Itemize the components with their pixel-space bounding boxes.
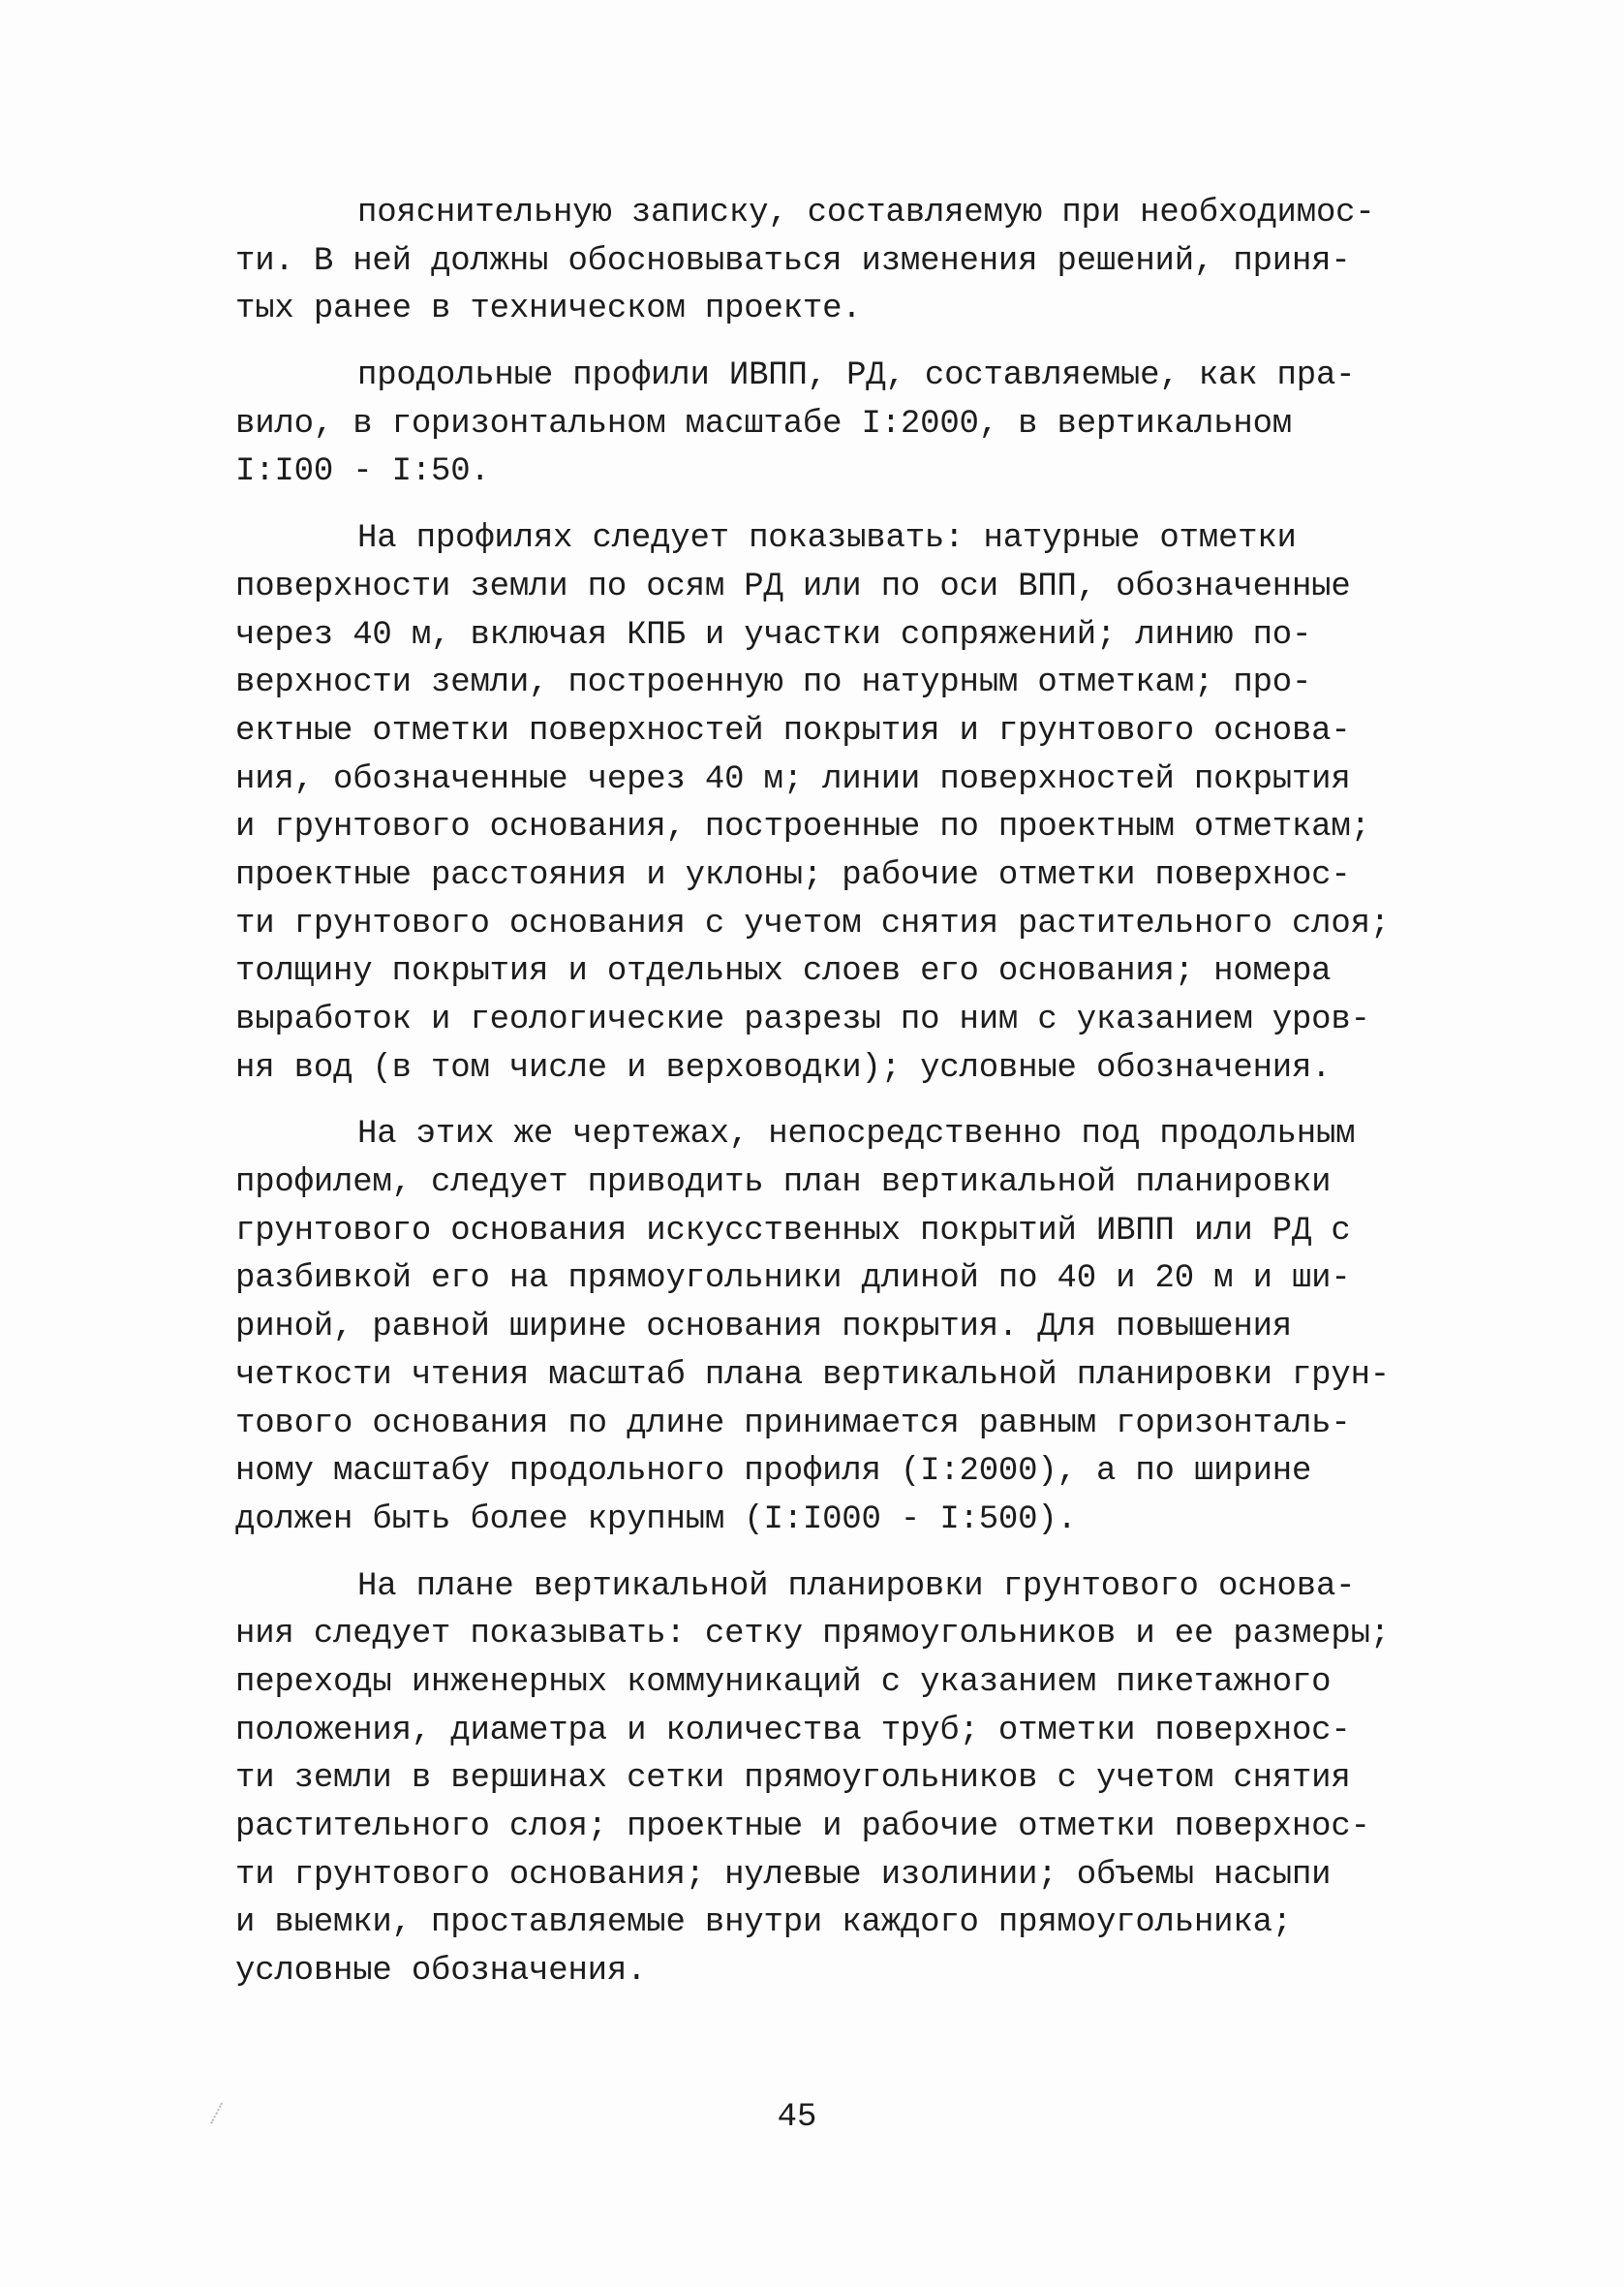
text-line: четкости чтения масштаб плана вертикальной планировки грун-	[235, 1356, 1390, 1394]
text-line: поверхности земли по осям РД или по оси ВПП, обозначенные	[235, 568, 1351, 605]
paragraph-longitudinal-profiles	[235, 353, 1419, 497]
text-line: и грунтового основания, построенные по проектным отметкам;	[235, 809, 1370, 847]
text-line: ти грунтового основания; нулевые изолинии; объемы насыпи	[235, 1856, 1332, 1894]
text-line: вило, в горизонтальном масштабе I:2000, в вертикальном	[235, 405, 1292, 443]
body-text	[235, 190, 1419, 1996]
text-line: ня вод (в том числе и верховодки); условные обозначения.	[235, 1049, 1332, 1087]
text-line: На плане вертикальной планировки грунтового основа-	[357, 1567, 1356, 1605]
page-number: 45	[777, 2099, 817, 2136]
text-line: разбивкой его на прямоугольники длиной по 40 и 20 м и ши-	[235, 1260, 1351, 1298]
text-line: ти земли в вершинах сетки прямоугольников с учетом снятия	[235, 1760, 1351, 1798]
text-line: продольные профили ИВПП, РД, составляемые, как пра-	[357, 357, 1356, 395]
text-line: профилем, следует приводить план вертикальной планировки	[235, 1164, 1332, 1202]
text-line: верхности земли, построенную по натурным отметкам; про-	[235, 664, 1312, 702]
paragraph-vertical-planning-plan	[235, 1111, 1419, 1544]
text-line: тых ранее в техническом проекте.	[235, 291, 862, 328]
text-line: На этих же чертежах, непосредственно под продольным	[357, 1116, 1356, 1154]
text-line: На профилях следует показывать: натурные отметки	[357, 520, 1297, 558]
text-line: пояснительную записку, составляемую при необходимос-	[357, 195, 1375, 232]
text-line: ти. В ней должны обосновываться изменения решений, приня-	[235, 242, 1351, 280]
text-line: должен быть более крупным (I:I000 - I:500).	[235, 1500, 1077, 1538]
scan-speck	[210, 2103, 231, 2129]
text-line: выработок и геологические разрезы по ним с указанием уров-	[235, 1002, 1370, 1038]
text-line: тового основания по длине принимается равным горизонталь-	[235, 1405, 1351, 1442]
text-line: риной, равной ширине основания покрытия. Для повышения	[235, 1309, 1292, 1346]
text-line: толщину покрытия и отдельных слоев его основания; номера	[235, 953, 1332, 991]
text-line: ния следует показывать: сетку прямоугольников и ее размеры;	[235, 1616, 1390, 1653]
text-line: условные обозначения.	[235, 1953, 647, 1991]
text-line: положения, диаметра и количества труб; отметки поверхнос-	[235, 1712, 1351, 1749]
text-line: ти грунтового основания с учетом снятия растительного слоя;	[235, 905, 1390, 943]
text-line: ектные отметки поверхностей покрытия и грунтового основа-	[235, 712, 1351, 750]
text-line: грунтового основания искусственных покрытий ИВПП или РД с	[235, 1212, 1351, 1250]
text-line: через 40 м, включая КПБ и участки сопряжений; линию по-	[235, 616, 1312, 654]
text-line: ному масштабу продольного профиля (I:2000), а по ширине	[235, 1453, 1312, 1491]
text-line: проектные расстояния и уклоны; рабочие отметки поверхнос-	[235, 856, 1351, 894]
paragraph-profile-contents	[235, 515, 1419, 1093]
text-line: и выемки, проставляемые внутри каждого прямоугольника;	[235, 1904, 1292, 1942]
paragraph-explanatory-note	[235, 190, 1419, 334]
paragraph-plan-contents	[235, 1563, 1419, 1996]
text-line: I:I00 - I:50.	[235, 453, 490, 491]
text-line: ния, обозначенные через 40 м; линии поверхностей покрытия	[235, 760, 1351, 798]
text-line: растительного слоя; проектные и рабочие отметки поверхнос-	[235, 1808, 1370, 1845]
text-line: переходы инженерных коммуникаций с указанием пикетажного	[235, 1663, 1332, 1701]
